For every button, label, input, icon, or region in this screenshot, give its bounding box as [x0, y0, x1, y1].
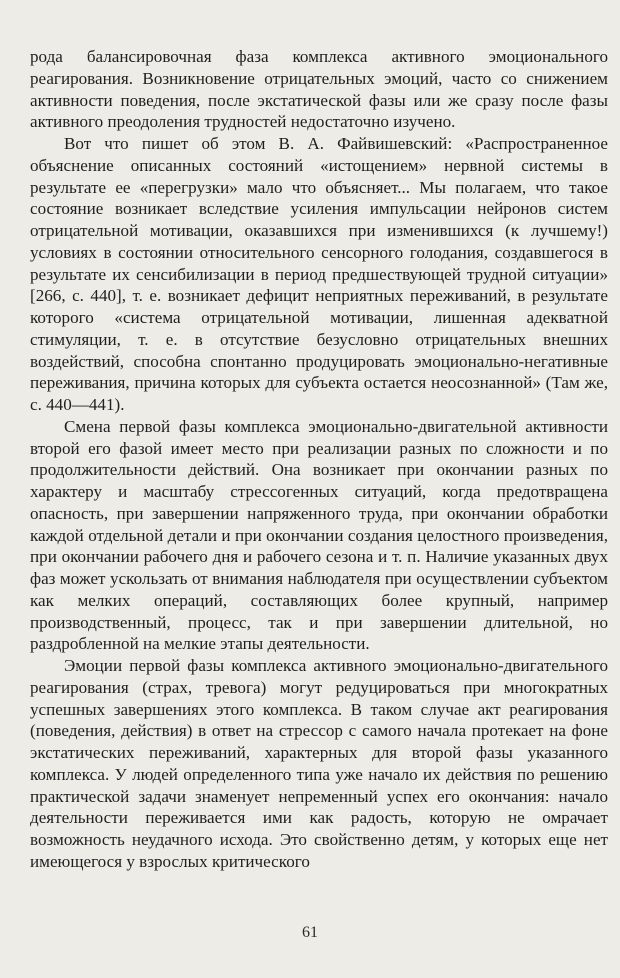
paragraph-2: Вот что пишет об этом В. А. Файвишевский: «Распространенное объяснение описанных состояний «истощением» нервной системы в результате ее «перегрузки» мало что объясняет... Мы полагаем, что такое состояние возникает вследствие усиления импульсации нейронов систем отрицательной мотивации, оказавшихся при изменившихся (к лучшему!) условиях в состоянии относительного сенсорного голодания, создавшегося в результате их сенсибилизации в период предшествующей трудной ситуации» [266, с. 440], т. е. возникает дефицит неприятных переживаний, в результате которого «система отрицательной мотивации, лишенная адекватной стимуляции, т. е. в отсутствие безусловно отрицательных внешних воздействий, способна спонтанно продуцировать эмоционально-негативные переживания, причина которых для субъекта остается неосознанной» (Там же, с. 440—441).: [30, 134, 608, 414]
paragraph-1: рода балансировочная фаза комплекса активного эмоционального реагирования. Возникновение отрицательных эмоций, часто со снижением активности поведения, после экстатической фазы или же сразу после фазы активного преодоления трудностей недостаточно изучено.: [30, 47, 608, 132]
page-number: 61: [302, 924, 318, 941]
body-text: [30, 46, 608, 873]
paragraph-4: Эмоции первой фазы комплекса активного эмоционально-двигательного реагирования (страх, тревога) могут редуцироваться при многократных успешных завершениях этого комплекса. В таком случае акт реагирования (поведения, действия) в ответ на стрессор с самого начала протекает на фоне экстатических переживаний, характерных для второй фазы указанного комплекса. У людей определенного типа уже начало их действия по решению практической задачи знаменует непременный успех его окончания: начало деятельности переживается ими как радость, которую не омрачает возможность неудачного исхода. Это свойственно детям, у которых еще нет имеющегося у взрослых критического: [30, 656, 608, 871]
paragraph-3: Смена первой фазы комплекса эмоционально-двигательной активности второй его фазой имеет место при реализации разных по сложности и по продолжительности действий. Она возникает при окончании разных по характеру и масштабу стрессогенных ситуаций, когда предотвращена опасность, при завершении напряженного труда, при окончании обработки каждой отдельной детали и при окончании создания целостного произведения, при окончании рабочего дня и рабочего сезона и т. п. Наличие указанных двух фаз может ускользать от внимания наблюдателя при осуществлении субъектом как мелких операций, составляющих более крупный, например производственный, процесс, так и при завершении длительной, но раздробленной на мелкие этапы деятельности.: [30, 416, 608, 654]
